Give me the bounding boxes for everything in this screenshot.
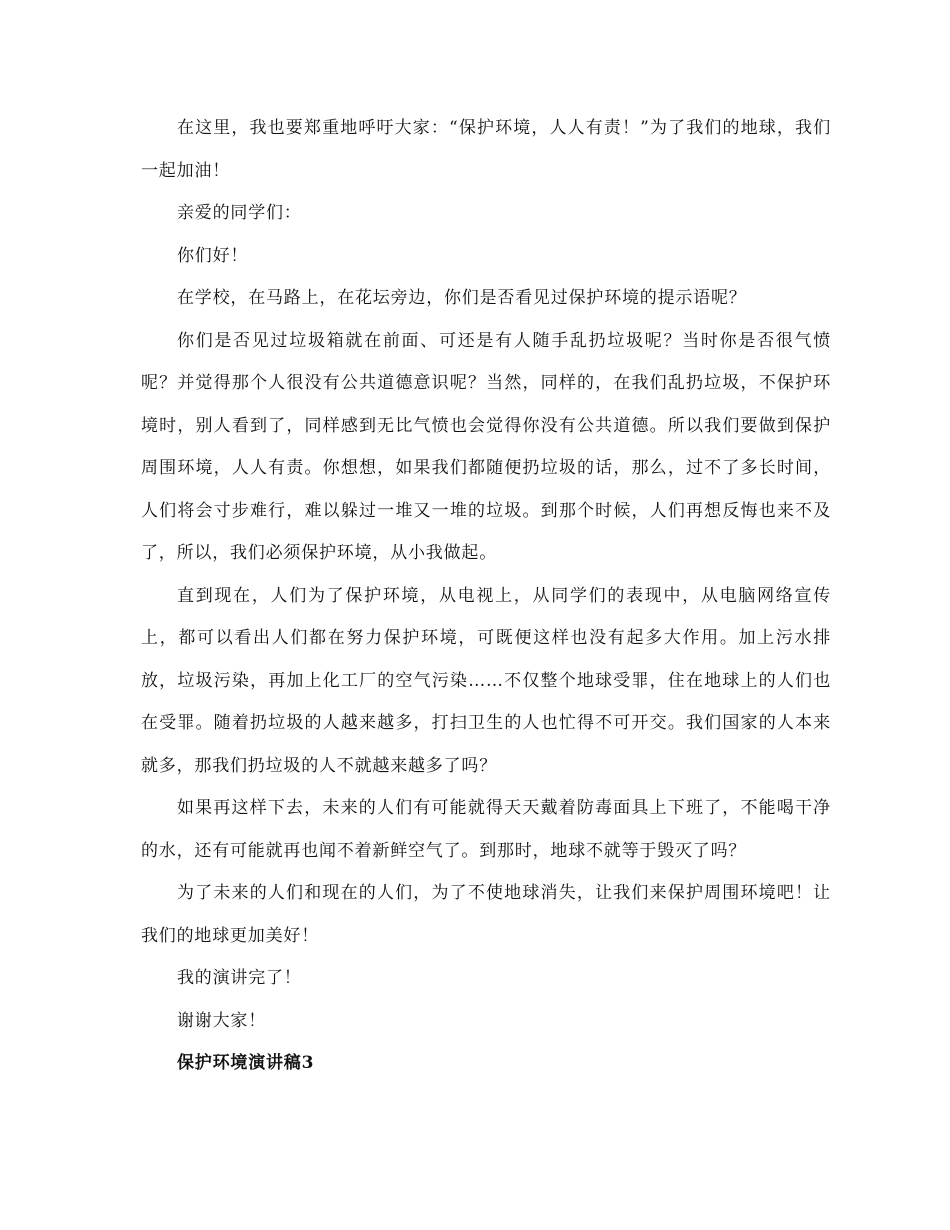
paragraph-call-to-action: 为了未来的人们和现在的人们，为了不使地球消失，让我们来保护周围环境吧！让我们的地球更加美好！ (141, 883, 831, 946)
paragraph-littering: 你们是否见过垃圾箱就在前面、可还是有人随手乱扔垃圾呢？当时你是否很气愤呢？并觉得那个人很没有公共道德意识呢？当然，同样的，在我们乱扔垃圾，不保护环境时，别人看到了，同样感到无比气愤也会觉得你没有公共道德。所以我们要做到保护周围环境，人人有责。你想想，如果我们都随便扔垃圾的话，那么，过不了多长时间，人们将会寸步难行，难以躲过一堆又一堆的垃圾。到那个时候，人们再想反悔也来不及了，所以，我们必须保护环境，从小我做起。 (141, 330, 831, 563)
document-page (141, 107, 831, 1085)
paragraph-future: 如果再这样下去，未来的人们有可能就得天天戴着防毒面具上下班了，不能喝干净的水，还有可能就再也闻不着新鲜空气了。到那时，地球不就等于毁灭了吗？ (141, 798, 831, 861)
paragraph-greeting: 你们好！ (177, 245, 249, 266)
paragraph-closing-appeal: 在这里，我也要郑重地呼吁大家：“保护环境，人人有责！”为了我们的地球，我们一起加油！ (141, 118, 831, 181)
paragraph-speech-end: 我的演讲完了！ (177, 968, 302, 988)
paragraph-thanks: 谢谢大家！ (177, 1010, 266, 1031)
paragraph-question: 在学校，在马路上，在花坛旁边，你们是否看见过保护环境的提示语呢？ (177, 288, 747, 308)
paragraph-salutation: 亲爱的同学们： (177, 203, 302, 223)
section-heading: 保护环境演讲稿3 (177, 1053, 315, 1073)
paragraph-efforts: 直到现在，人们为了保护环境，从电视上，从同学们的表现中，从电脑网络宣传上，都可以看出人们都在努力保护环境，可既便这样也没有起多大作用。加上污水排放，垃圾污染，再加上化工厂的空气污染……不仅整个地球受罪，住在地球上的人们也在受罪。随着扔垃圾的人越来越多，打扫卫生的人也忙得不可开交。我们国家的人本来就多，那我们扔垃圾的人不就越来越多了吗？ (141, 585, 831, 776)
